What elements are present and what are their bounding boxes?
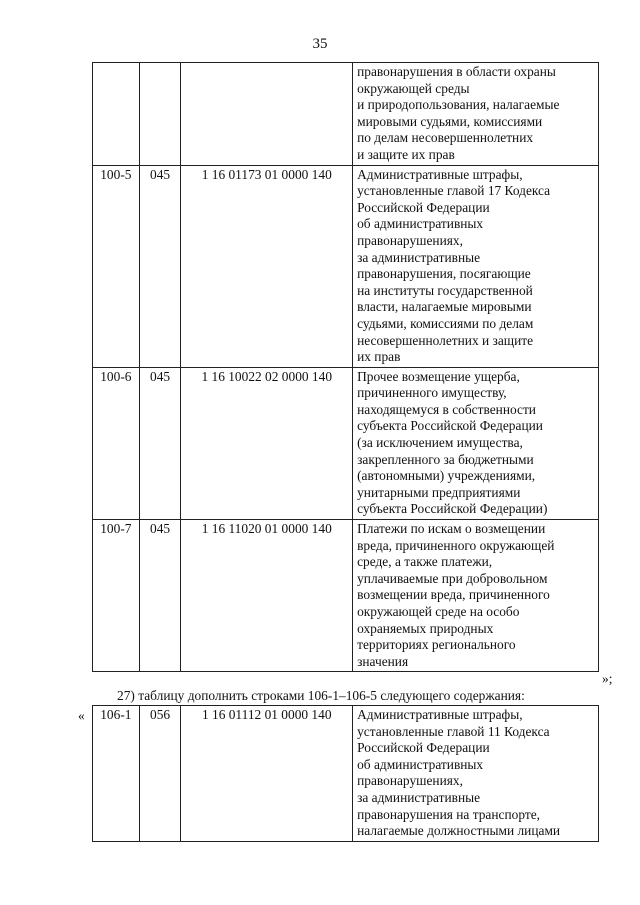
new-rows-table — [92, 705, 599, 842]
description-line: унитарными предприятиями — [357, 484, 521, 500]
description-line: закрепленного за бюджетными — [357, 451, 534, 467]
description-cell — [353, 520, 599, 672]
description-line: об административных — [357, 216, 484, 232]
row-number-cell: 100-7 — [93, 520, 140, 672]
description-line: Прочее возмещение ущерба, — [357, 368, 520, 384]
row-number-cell — [93, 63, 140, 166]
description-line: и защите их прав — [357, 146, 455, 162]
description-line: правонарушения на транспорте, — [357, 806, 540, 822]
description-line: субъекта Российской Федерации — [357, 418, 543, 434]
description-line: правонарушения в области охраны — [357, 64, 556, 79]
description-line: среде, а также платежи, — [357, 554, 493, 570]
description-line: Российской Федерации — [357, 740, 490, 756]
page-number: 35 — [312, 36, 328, 52]
description-line: окружающей среды — [357, 80, 470, 96]
description-line: установленные главой 17 Кодекса — [357, 183, 551, 199]
description-line: правонарушениях, — [357, 232, 463, 248]
kbk-code-cell: 1 16 10022 02 0000 140 — [181, 367, 353, 519]
description-line: и природопользования, налагаемые — [357, 97, 560, 113]
row-number-cell: 106-1 — [93, 706, 140, 842]
table-row — [93, 165, 599, 367]
description-line: правонарушения, посягающие — [357, 266, 531, 282]
admin-code-cell — [139, 63, 181, 166]
description-line: по делам несовершеннолетних — [357, 130, 534, 146]
budget-codes-table — [92, 62, 599, 672]
kbk-code-cell: 1 16 01173 01 0000 140 — [181, 165, 353, 367]
description-line: власти, налагаемые мировыми — [357, 299, 532, 315]
description-line: об административных — [357, 756, 484, 772]
description-line: уплачиваемые при добровольном — [357, 570, 548, 586]
description-line: налагаемые должностными лицами — [357, 823, 561, 839]
description-line: судьями, комиссиями по делам — [357, 315, 534, 331]
description-line: территориях регионального — [357, 637, 516, 653]
description-line: (автономными) учреждениями, — [357, 468, 536, 484]
description-line: субъекта Российской Федерации) — [357, 501, 548, 517]
description-cell — [353, 367, 599, 519]
description-line: Российской Федерации — [357, 199, 490, 215]
description-line: возмещении вреда, причиненного — [357, 587, 550, 603]
kbk-code-cell: 1 16 01112 01 0000 140 — [181, 706, 353, 842]
description-line: причиненного имуществу, — [357, 385, 507, 401]
description-line: их прав — [357, 349, 401, 365]
kbk-code-cell: 1 16 11020 01 0000 140 — [181, 520, 353, 672]
description-cell — [353, 63, 599, 166]
description-line: правонарушениях, — [357, 773, 463, 789]
admin-code-cell: 045 — [139, 367, 181, 519]
description-line: мировыми судьями, комиссиями — [357, 113, 543, 129]
admin-code-cell: 045 — [139, 520, 181, 672]
description-line: значения — [357, 653, 409, 669]
description-line: Административные штрафы, — [357, 166, 523, 182]
table-row — [93, 63, 599, 166]
row-number-cell: 100-5 — [93, 165, 140, 367]
description-line: окружающей среде на особо — [357, 604, 520, 619]
closing-quote: »; — [602, 671, 613, 686]
description-line: охраняемых природных — [357, 620, 494, 636]
table-row — [93, 367, 599, 519]
table-row — [93, 520, 599, 672]
description-line: (за исключением имущества, — [357, 435, 523, 451]
amendment-item-27: 27) таблицу дополнить строками 106-1–106-5 следующего содержания: — [117, 688, 525, 703]
opening-quote: « — [78, 708, 85, 723]
description-line: несовершеннолетних и защите — [357, 332, 534, 348]
description-line: вреда, причиненного окружающей — [357, 537, 555, 553]
row-number-cell: 100-6 — [93, 367, 140, 519]
table-row — [93, 706, 599, 842]
description-line: Административные штрафы, — [357, 707, 523, 722]
kbk-code-cell — [181, 63, 353, 166]
description-line: установленные главой 11 Кодекса — [357, 723, 550, 739]
description-cell — [353, 165, 599, 367]
description-cell — [353, 706, 599, 842]
description-line: за административные — [357, 789, 481, 805]
description-line: на институты государственной — [357, 282, 533, 298]
admin-code-cell: 056 — [139, 706, 181, 842]
description-line: за административные — [357, 249, 481, 265]
description-line: Платежи по искам о возмещении — [357, 521, 546, 537]
description-line: находящемуся в собственности — [357, 401, 536, 417]
admin-code-cell: 045 — [139, 165, 181, 367]
